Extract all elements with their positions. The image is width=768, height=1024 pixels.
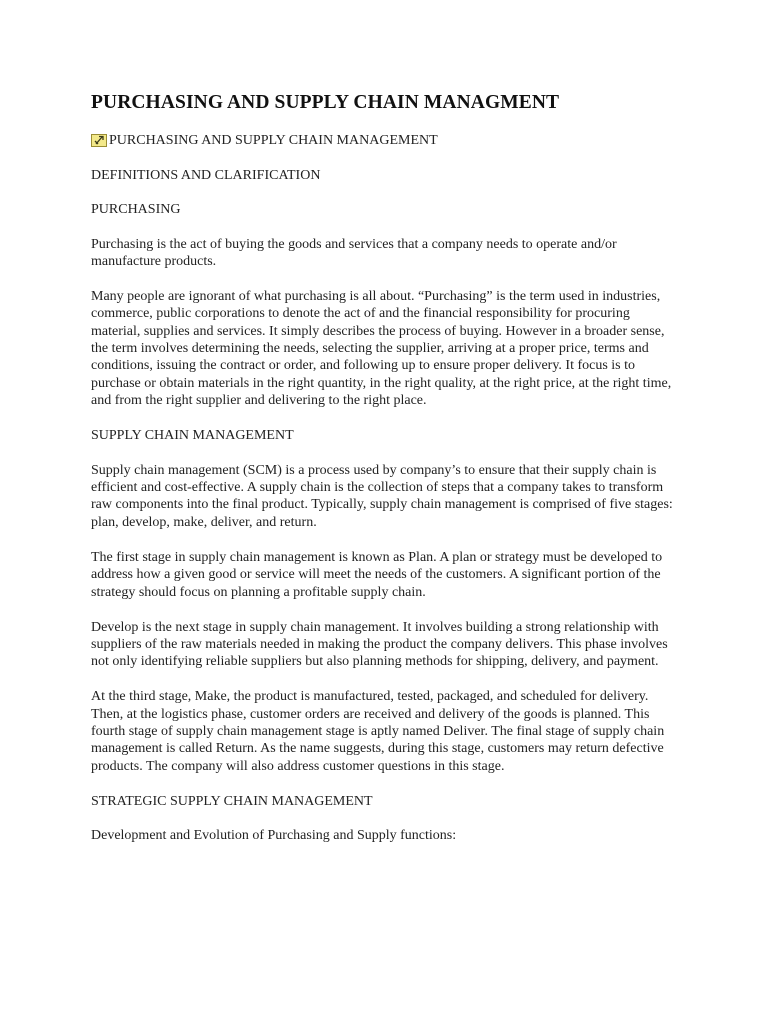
heading-definitions: DEFINITIONS AND CLARIFICATION [91,167,321,183]
paragraph-develop-stage: Develop is the next stage in supply chain management. It involves building a strong relationship with suppliers of the raw materials needed in making the product the company delivers. This phase involves not only identifying reliable suppliers but also planning methods for shipping, delivery, and payment. [91,619,668,670]
paragraph-purchasing-definition: Purchasing is the act of buying the goods and services that a company needs to operate and/or manufacture products. [91,236,617,269]
link-flag-icon[interactable] [91,134,107,147]
subtitle-line [91,132,681,150]
paragraph-make-deliver-return: At the third stage, Make, the product is manufactured, tested, packaged, and scheduled for delivery. Then, at the logistics phase, customer orders are received and delivery of the goods is planned. This fourth stage of supply chain management stage is aptly named Deliver. The final stage of supply chain management is called Return. As the name suggests, during this stage, customers may return defective products. The company will also address customer questions in this stage. [91,689,665,774]
paragraph-plan-stage: The first stage in supply chain management is known as Plan. A plan or strategy must be developed to address how a given good or service will meet the needs of the customers. A significant portion of the strategy should focus on planning a profitable supply chain. [91,549,663,600]
heading-strategic: STRATEGIC SUPPLY CHAIN MANAGEMENT [91,793,373,809]
document-title: PURCHASING AND SUPPLY CHAIN MANAGMENT [91,92,560,113]
document-subtitle: PURCHASING AND SUPPLY CHAIN MANAGEMENT [109,133,438,148]
paragraph-scm-definition: Supply chain management (SCM) is a process used by company’s to ensure that their supply chain is efficient and cost-effective. A supply chain is the collection of steps that a company takes to transform raw components into the final product. Typically, supply chain management is comprised of five stages: plan, develop, make, deliver, and return. [91,462,673,530]
document-page [91,92,681,862]
paragraph-development-evolution: Development and Evolution of Purchasing and Supply functions: [91,828,457,844]
heading-scm: SUPPLY CHAIN MANAGEMENT [91,428,294,444]
heading-purchasing: PURCHASING [91,202,181,217]
paragraph-purchasing-detail: Many people are ignorant of what purchasing is all about. “Purchasing” is the term used in industries, commerce, public corporations to denote the act of and the financial responsibility for procuring material, supplies and services. It simply describes the process of buying. However in a broader sense, the term involves determining the needs, selecting the supplier, arriving at a proper price, terms and conditions, issuing the contract or order, and following up to ensure proper delivery. It focus is to purchase or obtain materials in the right quantity, in the right quality, at the right price, at the right time, and from the right supplier and delivering to the right place. [91,288,672,409]
